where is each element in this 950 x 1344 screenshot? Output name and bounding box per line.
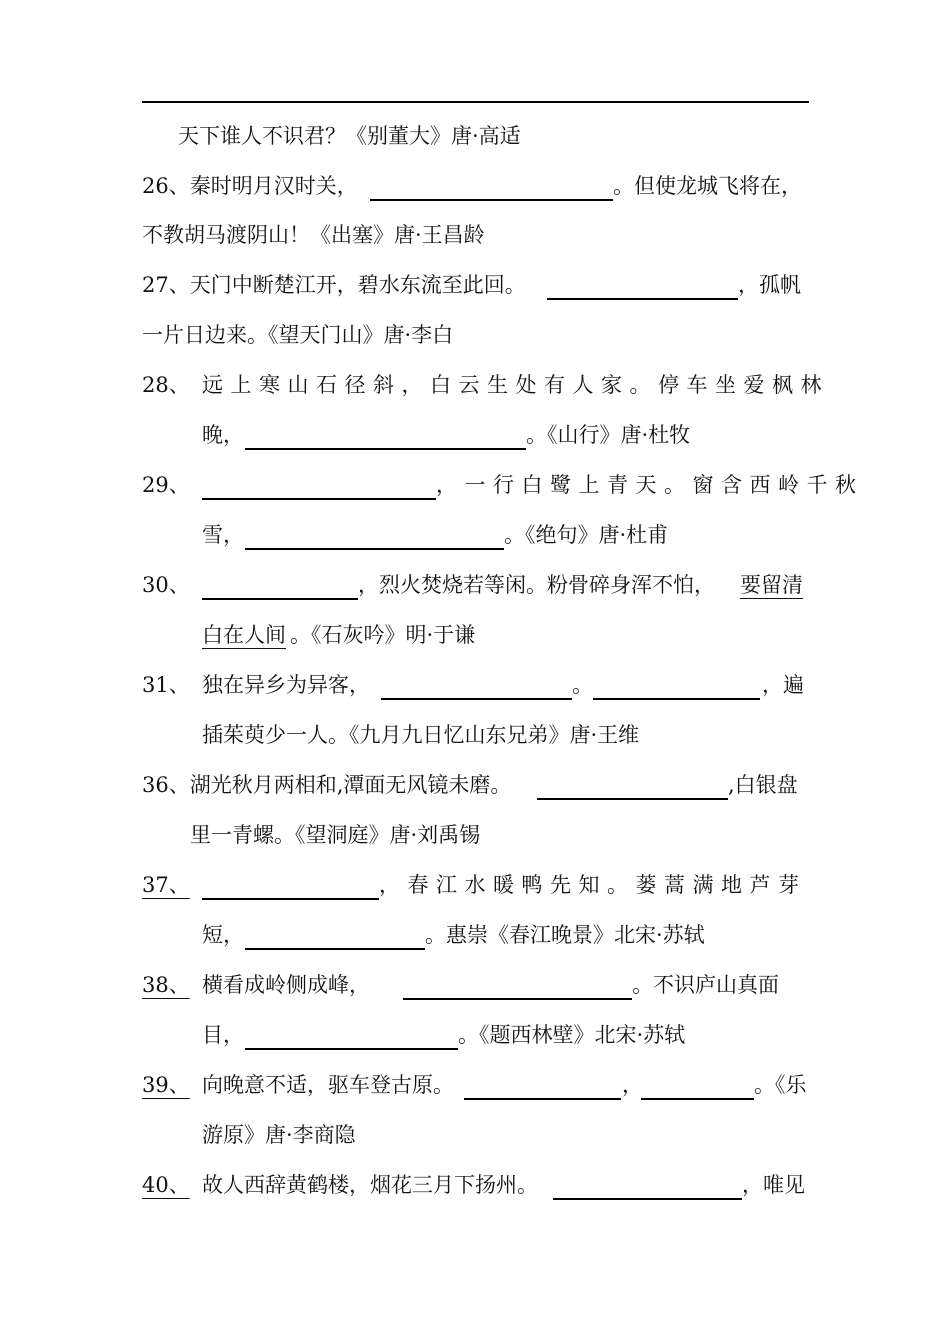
question-26-text: 26、秦时明月汉时关，	[142, 174, 358, 198]
question-28-text: 远上寒山石径斜，白云生处有人家。停车坐爱枫林	[202, 373, 829, 397]
question-38-text: 。不识庐山真面	[632, 973, 779, 997]
answer-blank-31b[interactable]	[593, 698, 760, 700]
answer-blank-29a[interactable]	[202, 498, 436, 500]
question-29-text: 雪，	[202, 523, 244, 547]
question-number: 38、	[142, 973, 190, 997]
question-36-text: 36、湖光秋月两相和,潭面无风镜未磨。	[142, 773, 512, 797]
header-rule	[142, 101, 809, 103]
question-27-text: 一片日边来。《望天门山》唐·李白	[142, 323, 454, 347]
answer-blank-37a[interactable]	[202, 898, 379, 900]
question-number: 39、	[142, 1073, 190, 1097]
question-36-text: 里一青螺。《望洞庭》唐·刘禹锡	[190, 823, 481, 847]
question-27-text: 27、天门中断楚江开，碧水东流至此回。	[142, 273, 526, 297]
answer-blank-30[interactable]	[202, 598, 358, 600]
question-28-text: 晚，	[202, 423, 244, 447]
answer-blank-39b[interactable]	[641, 1098, 754, 1100]
question-28-text: 。《山行》唐·杜牧	[526, 423, 691, 447]
question-29-text: 。《绝句》唐·杜甫	[504, 523, 669, 547]
text-line: 天下谁人不识君？《别董大》唐·高适	[178, 124, 521, 148]
answer-blank-28[interactable]	[245, 448, 526, 450]
answer-blank-36[interactable]	[537, 798, 728, 800]
question-29-text: ，一行白鹭上青天。窗含西岭千秋	[436, 473, 864, 497]
question-36-text: ,白银盘	[728, 773, 798, 797]
question-37-text: 。惠崇《春江晚景》北宋·苏轼	[425, 923, 705, 947]
question-31-text: 插茱萸少一人。《九月九日忆山东兄弟》唐·王维	[202, 723, 640, 747]
question-38-text: 横看成岭侧成峰，	[202, 973, 370, 997]
question-number: 30、	[142, 573, 190, 597]
question-number: 37、	[142, 873, 190, 897]
question-26-text: 不教胡马渡阴山！《出塞》唐·王昌龄	[142, 223, 485, 247]
answer-blank-37b[interactable]	[245, 948, 425, 950]
question-37-text: ，春江水暖鸭先知。蒌蒿满地芦芽	[379, 873, 807, 897]
answer-blank-26[interactable]	[370, 199, 613, 201]
question-27-text: ，孤帆	[738, 273, 801, 297]
answer-blank-29b[interactable]	[245, 548, 504, 550]
question-30-text: 。《石灰吟》明·于谦	[290, 623, 476, 647]
question-number: 40、	[142, 1173, 190, 1197]
question-39-text: 。《乐	[754, 1073, 807, 1097]
question-38-text: 目，	[202, 1023, 244, 1047]
question-40-text: 故人西辞黄鹤楼，烟花三月下扬州。	[202, 1173, 538, 1197]
question-30-text: ，烈火焚烧若等闲。粉骨碎身浑不怕，	[358, 573, 715, 597]
question-number: 28、	[142, 373, 190, 397]
question-39-text: 游原》唐·李商隐	[202, 1123, 356, 1147]
answer-blank-40[interactable]	[553, 1198, 742, 1200]
question-26-text: 。但使龙城飞将在，	[613, 174, 802, 198]
answer-blank-38a[interactable]	[403, 998, 632, 1000]
question-38-text: 。《题西林壁》北宋·苏轼	[458, 1023, 686, 1047]
question-40-text: ，唯见	[742, 1173, 805, 1197]
answer-blank-39a[interactable]	[464, 1098, 621, 1100]
underlined-answer: 白在人间	[202, 623, 286, 647]
question-number: 31、	[142, 673, 190, 697]
question-number: 29、	[142, 473, 190, 497]
question-31-text: 。	[572, 673, 593, 697]
question-31-text: 独在异乡为异客，	[202, 673, 370, 697]
question-37-text: 短，	[202, 923, 244, 947]
question-39-text: 向晚意不适，驱车登古原。	[202, 1073, 454, 1097]
answer-blank-38b[interactable]	[245, 1048, 458, 1050]
answer-blank-31a[interactable]	[381, 698, 572, 700]
underlined-answer: 要留清	[740, 573, 803, 597]
answer-blank-27[interactable]	[547, 298, 738, 300]
question-31-text: ，遍	[762, 673, 804, 697]
question-39-text: ，	[622, 1073, 643, 1097]
